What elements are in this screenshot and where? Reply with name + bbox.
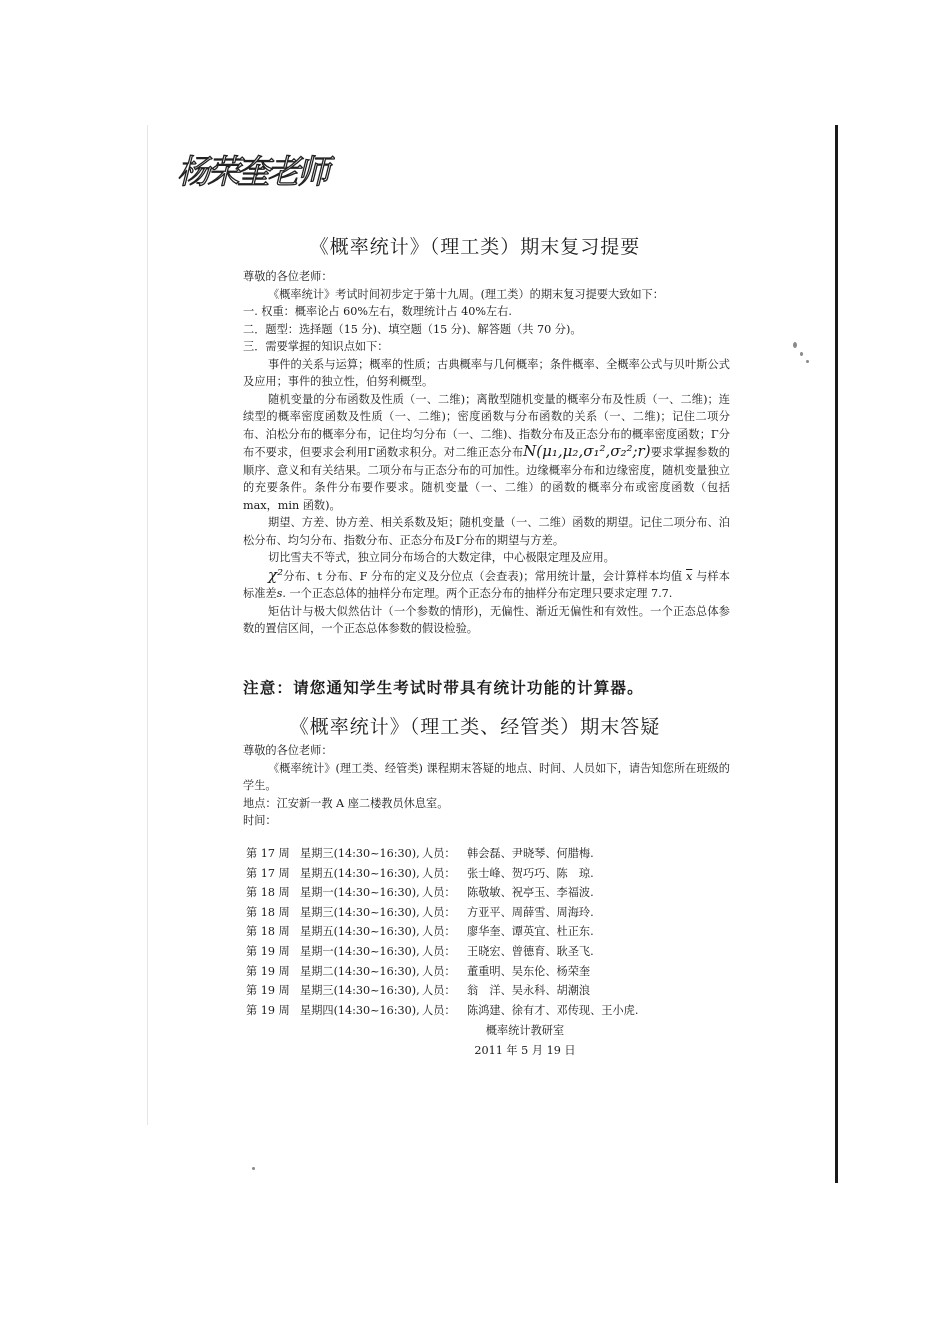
schedule-row (246, 844, 638, 864)
review-title: 《概率统计》（理工类）期末复习提要 (309, 236, 641, 258)
schedule-day: 星期五(14:30~16:30), (300, 925, 420, 939)
knowledge-point-sampling (243, 567, 730, 603)
schedule-people: 张士峰、贺巧巧、陈 琼. (467, 866, 594, 880)
review-greeting: 尊敬的各位老师： (243, 270, 333, 283)
kp2-text-a: 随机变量的分布函数及性质（一、二维)；离散型随机变量的概率分布及性质（一、二维)；连续型的概率密度函数及性质（一、二维)；密度函数与分布函数的关系（一、二维)；记住二项分布、泊松分布的概率分布，记住均匀分布（一、二维)、指数分布及正态分布的概率密度函数；Γ分布不要求，但要求会利用Γ函数求积分。对二维正态分布 (243, 392, 730, 459)
kp5-text-b: 与样本标准差 (243, 569, 730, 600)
sample-std-symbol: s (276, 587, 283, 600)
knowledge-point-estimation: 矩估计与极大似然估计（一个参数的情形)，无偏性、渐近无偏性和有效性。一个正态总体参数的置信区间，一个正态总体参数的假设检验。 (243, 604, 730, 635)
schedule-week: 第 19 周 (246, 964, 290, 978)
svg-text:杨荣奎老师: 杨荣奎老师 (177, 152, 327, 191)
schedule-people: 王晓宏、曾德育、耿圣飞. (467, 944, 594, 958)
schedule-row (246, 962, 638, 982)
signature-date: 2011 年 5 月 19 日 (474, 1044, 576, 1057)
bivariate-normal-formula: N(μ₁,μ₂,σ₁²,σ₂²;r) (523, 442, 651, 460)
sample-mean-symbol: $\overline{x}$ (686, 569, 693, 583)
schedule-people-label: 人员： (422, 1003, 456, 1017)
schedule-row (246, 981, 638, 1001)
kp5-text-a: 分布、t 分布、F 分布的定义及分位点（会查表)；常用统计量，会计算样本均值 (283, 569, 683, 583)
review-section (243, 268, 730, 638)
schedule-people-label: 人员： (422, 964, 456, 978)
scan-speck (806, 360, 809, 363)
schedule-row (246, 942, 638, 962)
kp2-text-b: 要求掌握参数的顺序、意义和有关结果。二项分布与正态分布的可加性。边缘概率分布和边缘密度，随机变量独立的充要条件。条件分布要作要求。随机变量（一、二维）的函数的概率分布或密度函数（包括 max，min 函数)。 (243, 446, 730, 512)
knowledge-point-random-variables (243, 391, 730, 515)
schedule-row (246, 1001, 638, 1021)
schedule-week: 第 18 周 (246, 905, 290, 919)
calculator-notice: 注意：请您通知学生考试时带具有统计功能的计算器。 (243, 678, 644, 697)
schedule-day: 星期一(14:30~16:30), (300, 886, 420, 900)
schedule-day: 星期四(14:30~16:30), (300, 1003, 420, 1017)
schedule-day: 星期三(14:30~16:30), (300, 905, 420, 919)
schedule-day: 星期三(14:30~16:30), (300, 847, 420, 860)
schedule-week: 第 17 周 (246, 866, 290, 880)
schedule-day: 星期五(14:30~16:30), (300, 866, 420, 880)
qa-section (243, 742, 730, 830)
scan-speck (800, 352, 803, 356)
schedule-people: 董重明、吴东伦、杨荣奎 (467, 964, 591, 978)
knowledge-point-expectation: 期望、方差、协方差、相关系数及矩；随机变量（一、二维）函数的期望。记住二项分布、泊松分布、均匀分布、指数分布、正态分布及Γ分布的期望与方差。 (243, 516, 730, 547)
schedule-people-label: 人员： (422, 847, 456, 860)
qa-location: 地点：江安新一教 A 座二楼教员休息室。 (243, 796, 449, 810)
kp5-text-c: . 一个正态总体的抽样分布定理。两个正态分布的抽样分布定理只要求定理 7.7. (282, 587, 673, 600)
schedule-people: 方亚平、周薛雪、周海玲. (467, 905, 594, 919)
knowledge-point-limit-theorems: 切比雪夫不等式，独立同分布场合的大数定律，中心极限定理及应用。 (268, 551, 615, 564)
review-item-question-types: 二．题型：选择题（15 分)、填空题（15 分)、解答题（共 70 分)。 (243, 322, 582, 336)
schedule-people: 陈鸿建、徐有才、邓传现、王小虎. (467, 1003, 639, 1017)
schedule-week: 第 19 周 (246, 1003, 290, 1017)
qa-time-label: 时间： (243, 814, 277, 827)
handwritten-note (175, 140, 335, 195)
schedule-week: 第 19 周 (246, 984, 290, 998)
scan-edge-right (835, 125, 838, 1183)
qa-intro: 《概率统计》(理工类、经管类) 课程期末答疑的地点、时间、人员如下，请告知您所在班级的学生。 (243, 761, 730, 792)
scan-edge-left (147, 125, 148, 1125)
schedule-row (246, 883, 638, 903)
schedule-week: 第 18 周 (246, 886, 290, 900)
scan-speck (793, 342, 797, 348)
schedule-day: 星期一(14:30~16:30), (300, 944, 420, 958)
schedule-row (246, 864, 638, 884)
qa-title: 《概率统计》（理工类、经管类）期末答疑 (289, 716, 661, 738)
schedule-week: 第 18 周 (246, 925, 290, 939)
signature-department: 概率统计教研室 (485, 1024, 565, 1037)
scan-speck (252, 1167, 255, 1170)
schedule-day: 星期二(14:30~16:30), (300, 964, 420, 978)
schedule-week: 第 17 周 (246, 847, 290, 860)
schedule-people: 陈敬敏、祝亭玉、李福波. (467, 886, 594, 900)
qa-greeting: 尊敬的各位老师： (243, 744, 333, 757)
schedule-people-label: 人员： (422, 866, 456, 880)
review-item-weight: 一. 权重：概率论占 60%左右，数理统计占 40%左右. (243, 305, 512, 318)
schedule-row (246, 922, 638, 942)
schedule-week: 第 19 周 (246, 944, 290, 958)
review-item-knowledge: 三．需要掌握的知识点如下： (243, 340, 389, 353)
schedule-people-label: 人员： (422, 925, 456, 939)
knowledge-point-events: 事件的关系与运算；概率的性质；古典概率与几何概率；条件概率、全概率公式与贝叶斯公式及应用；事件的独立性，伯努利概型。 (243, 357, 730, 388)
schedule-day: 星期三(14:30~16:30), (300, 984, 420, 998)
schedule-people-label: 人员： (422, 944, 456, 958)
schedule-people: 廖华奎、谭英宜、杜正东. (467, 925, 594, 939)
chi-square-symbol: χ² (268, 565, 284, 584)
review-intro: 《概率统计》考试时间初步定于第十九周。(理工类）的期末复习提要大致如下： (268, 287, 664, 301)
schedule-people-label: 人员： (422, 886, 456, 900)
schedule-people: 韩会磊、尹晓琴、何腊梅. (467, 847, 594, 860)
schedule-row (246, 903, 638, 923)
schedule-people: 翁 洋、吴永科、胡潮浪 (467, 984, 591, 998)
qa-schedule (246, 844, 638, 1020)
schedule-people-label: 人员： (422, 984, 456, 998)
schedule-people-label: 人员： (422, 905, 456, 919)
